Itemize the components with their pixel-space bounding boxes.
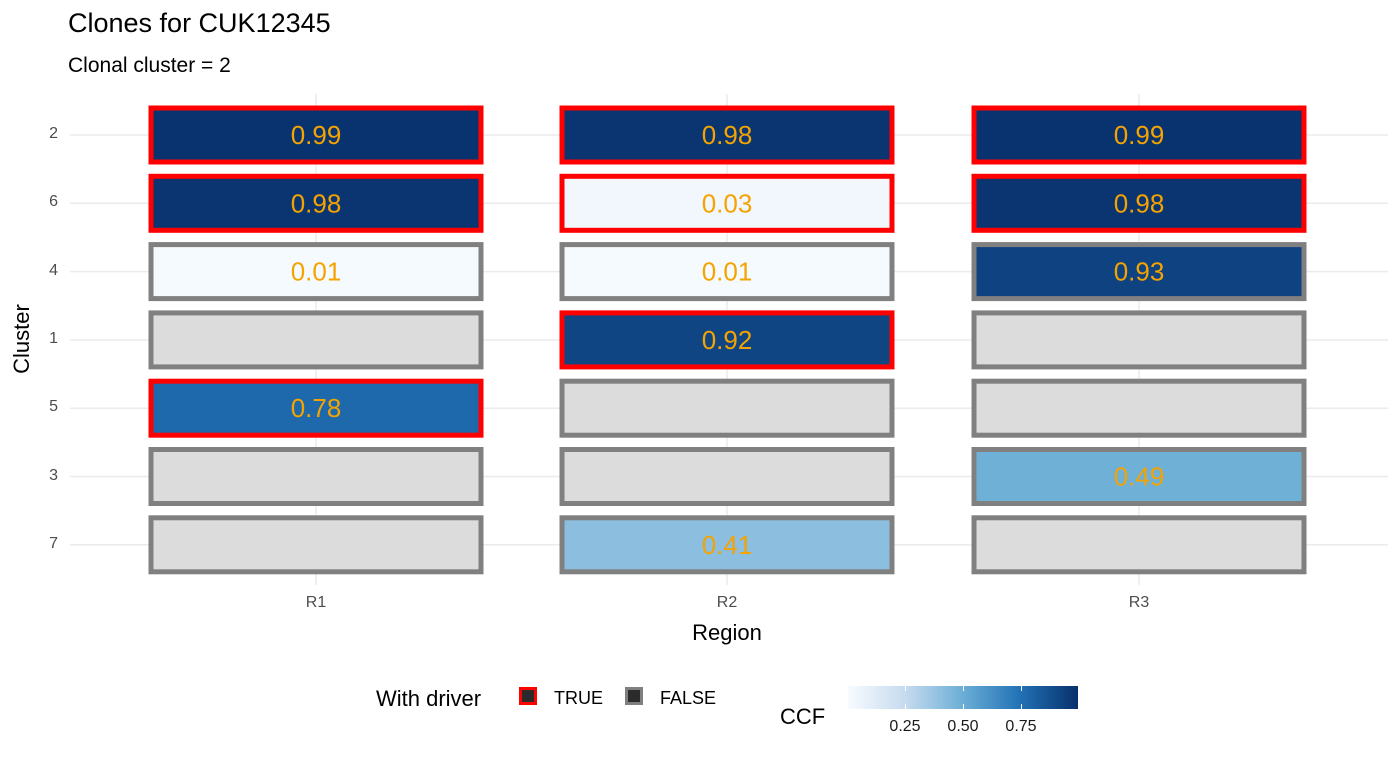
heatmap-cell — [562, 381, 892, 435]
heatmap-cell — [562, 450, 892, 504]
heatmap-cell — [974, 518, 1304, 572]
cell-value-label: 0.98 — [1113, 188, 1165, 219]
x-axis-label: Region — [692, 620, 762, 645]
legend-key-true — [519, 687, 537, 705]
ccf-legend-title: CCF — [780, 704, 826, 729]
ccf-tick-mark — [905, 686, 906, 691]
legend-label-true: TRUE — [554, 688, 603, 708]
cell-value-label: 0.49 — [1113, 461, 1165, 492]
cell-value-label: 0.41 — [701, 529, 753, 560]
ccf-tick-mark — [1021, 704, 1022, 709]
legend-label-false: FALSE — [660, 688, 717, 708]
legend-key-false — [625, 687, 643, 705]
ccf-tick-mark — [963, 686, 964, 691]
chart-title: Clones for CUK12345 — [68, 8, 331, 38]
x-tick-label: R1 — [305, 594, 327, 611]
cell-value-label: 0.93 — [1113, 256, 1165, 287]
chart-subtitle: Clonal cluster = 2 — [68, 54, 231, 77]
y-tick-label: 2 — [49, 125, 58, 142]
cell-value-label: 0.99 — [1113, 120, 1165, 150]
ccf-tick-label: 0.25 — [889, 718, 921, 735]
y-tick-label: 1 — [49, 329, 58, 347]
heatmap-cell — [151, 450, 481, 504]
cell-value-label: 0.01 — [290, 256, 342, 287]
y-tick-label: 3 — [49, 466, 58, 484]
cell-value-label: 0.92 — [701, 324, 753, 355]
y-tick-label: 7 — [49, 534, 58, 552]
cell-value-label: 0.99 — [290, 120, 342, 150]
heatmap-cell — [974, 313, 1304, 367]
ccf-tick-label: 0.75 — [1005, 718, 1037, 735]
driver-legend-title: With driver — [376, 686, 482, 711]
heatmap-cell — [974, 381, 1304, 435]
ccf-tick-label: 0.50 — [947, 718, 979, 735]
cell-value-label: 0.98 — [290, 188, 342, 219]
y-tick-label: 5 — [49, 398, 58, 416]
cell-value-label: 0.03 — [701, 188, 753, 219]
x-tick-label: R3 — [1128, 594, 1150, 611]
ccf-tick-mark — [963, 704, 964, 709]
y-axis-label: Cluster — [9, 304, 34, 374]
cell-value-label: 0.98 — [701, 120, 753, 150]
ccf-tick-mark — [1021, 686, 1022, 691]
heatmap-cell — [151, 313, 481, 367]
heatmap-cell — [151, 518, 481, 572]
cell-value-label: 0.01 — [701, 256, 753, 287]
cell-value-label: 0.78 — [290, 393, 342, 424]
ccf-tick-mark — [905, 704, 906, 709]
x-tick-label: R2 — [716, 594, 738, 611]
y-tick-label: 6 — [49, 193, 58, 211]
y-tick-label: 4 — [49, 261, 58, 279]
